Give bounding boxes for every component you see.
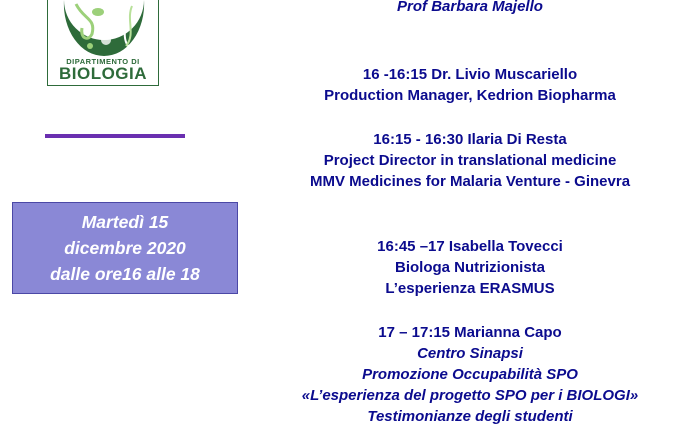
talk-time-speaker: 17 – 17:15 Marianna Capo xyxy=(378,324,562,341)
talk-detail: MMV Medicines for Malaria Venture - Ginevra xyxy=(309,173,631,190)
talk-detail: L’esperienza ERASMUS xyxy=(385,280,555,297)
talk-item xyxy=(240,322,700,427)
date-box xyxy=(12,202,238,294)
moderator-name: Prof Barbara Majello xyxy=(397,0,543,15)
talk-detail: Testimonianze degli studenti xyxy=(367,408,573,425)
talk-time-speaker: 16:45 –17 Isabella Tovecci xyxy=(377,238,563,255)
talk-item xyxy=(240,129,700,192)
department-logo xyxy=(47,0,159,86)
talk-detail: Project Director in translational medicine xyxy=(323,152,617,169)
talk-detail: Biologa Nutrizionista xyxy=(395,259,545,276)
date-line: dicembre 2020 xyxy=(64,238,186,258)
moderator-block xyxy=(240,0,700,17)
talk-detail: Production Manager, Kedrion Biopharma xyxy=(324,87,616,104)
talk-detail: «L’esperienza del progetto SPO per i BIOLOGI» xyxy=(301,387,639,404)
biology-emblem-icon xyxy=(54,0,154,58)
talk-time-speaker: 16:15 - 16:30 Ilaria Di Resta xyxy=(373,131,567,148)
logo-title: BIOLOGIA xyxy=(58,64,148,83)
logo-subtitle: DIPARTIMENTO DI xyxy=(66,57,140,66)
date-line: dalle ore16 alle 18 xyxy=(50,264,200,284)
talk-detail: Promozione Occupabilità SPO xyxy=(362,366,578,383)
date-line: Martedì 15 xyxy=(81,212,169,232)
talk-item xyxy=(240,64,700,106)
talk-item xyxy=(240,236,700,299)
talk-detail: Centro Sinapsi xyxy=(417,345,523,362)
divider-rule xyxy=(45,134,185,138)
talk-time-speaker: 16 -16:15 Dr. Livio Muscariello xyxy=(362,66,578,83)
